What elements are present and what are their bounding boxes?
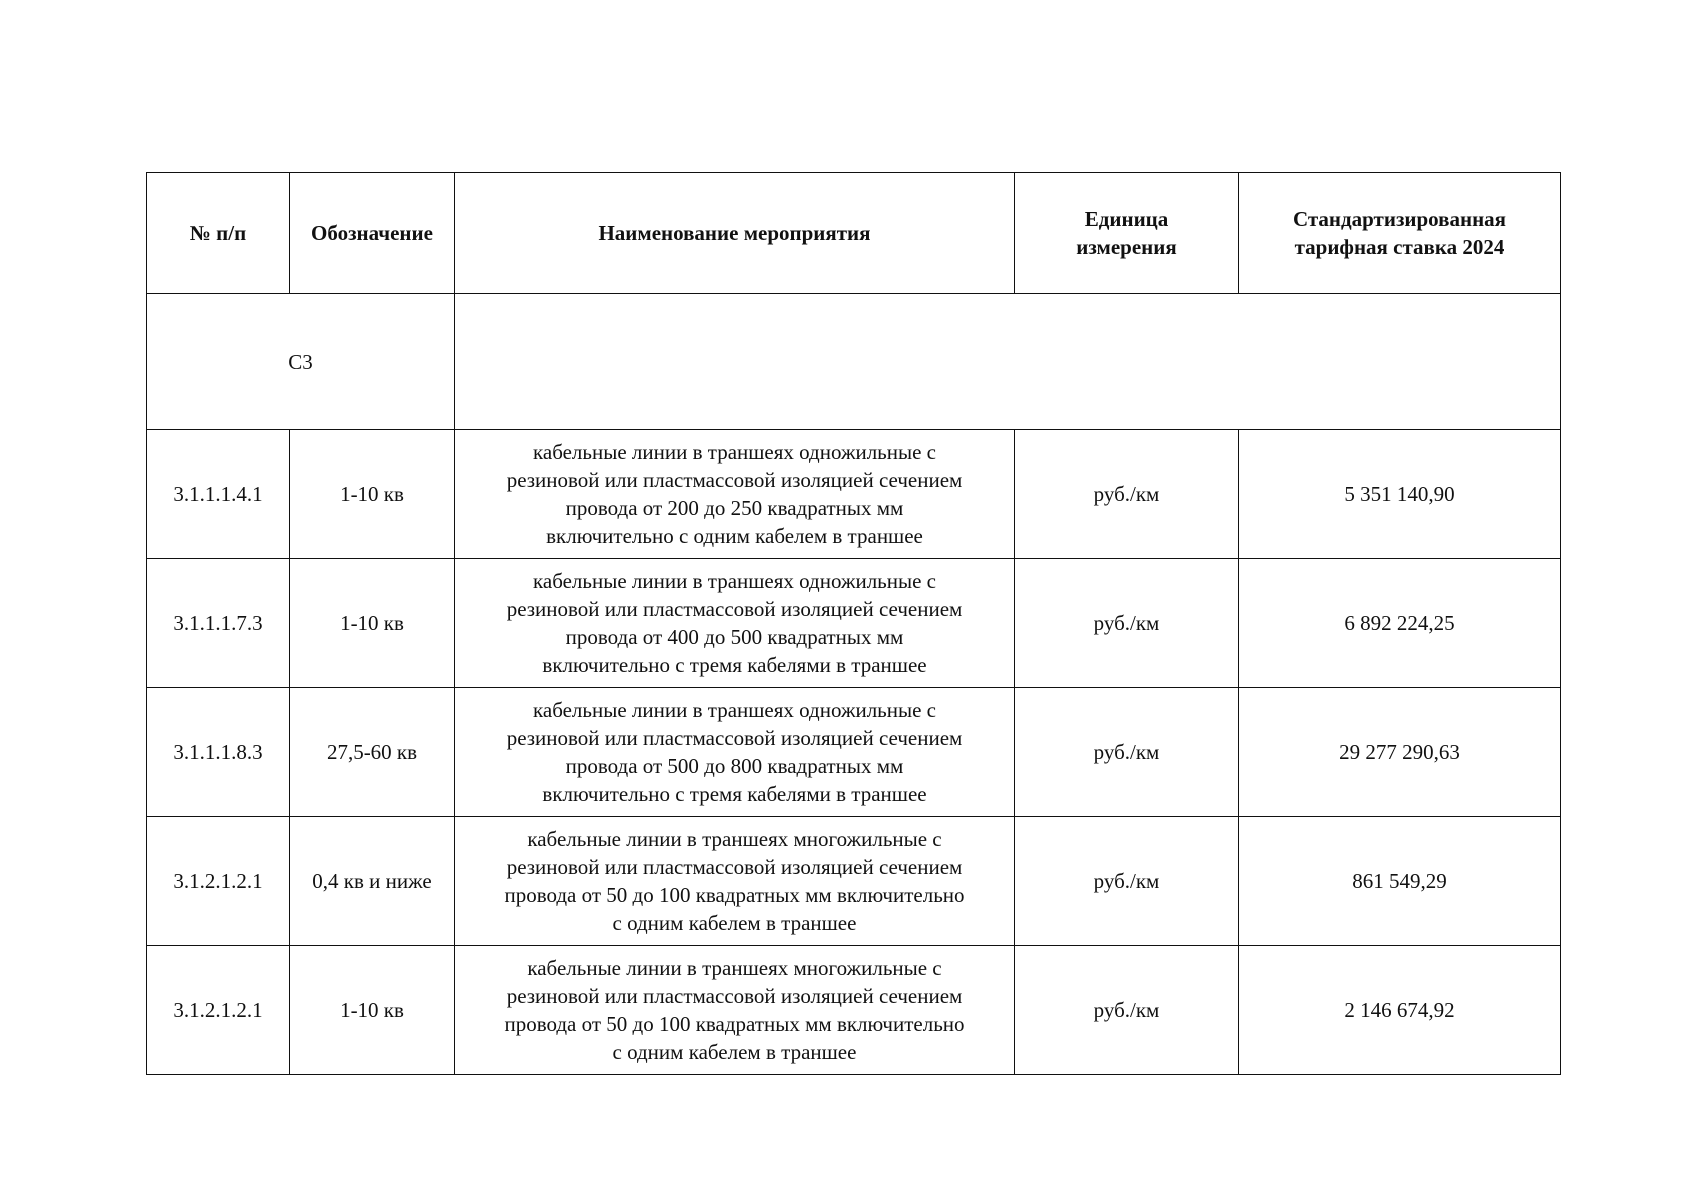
row-rate: 2 146 674,92 <box>1239 946 1561 1075</box>
row-name-line: резиновой или пластмассовой изоляцией сечением <box>506 726 963 750</box>
row-name-line: резиновой или пластмассовой изоляцией сечением <box>506 855 963 879</box>
row-name-line: провода от 500 до 800 квадратных мм <box>565 754 904 778</box>
section-description <box>455 294 1561 430</box>
row-unit: руб./км <box>1015 817 1239 946</box>
row-code: 1-10 кв <box>290 430 455 559</box>
tariff-table <box>146 172 1561 1075</box>
row-code: 27,5-60 кв <box>290 688 455 817</box>
row-name-line: провода от 50 до 100 квадратных мм включительно <box>504 883 965 907</box>
row-name-line: резиновой или пластмассовой изоляцией сечением <box>506 597 963 621</box>
row-name <box>455 946 1015 1075</box>
header-rate-line1: Стандартизированная <box>1292 207 1507 231</box>
row-name-line: с одним кабелем в траншее <box>612 1040 857 1064</box>
row-name-line: кабельные линии в траншеях одножильные с <box>533 440 936 464</box>
row-code: 1-10 кв <box>290 559 455 688</box>
row-code: 0,4 кв и ниже <box>290 817 455 946</box>
row-rate: 6 892 224,25 <box>1239 559 1561 688</box>
row-num: 3.1.1.1.7.3 <box>147 559 290 688</box>
row-name-line: включительно с тремя кабелями в траншее <box>542 782 927 806</box>
row-name <box>455 688 1015 817</box>
header-unit <box>1015 173 1239 294</box>
header-rate-line2: тарифная ставка 2024 <box>1294 235 1505 259</box>
row-name-line: кабельные линии в траншеях многожильные с <box>527 956 942 980</box>
row-num: 3.1.1.1.8.3 <box>147 688 290 817</box>
row-name-line: включительно с тремя кабелями в траншее <box>542 653 927 677</box>
table-row <box>147 688 1561 817</box>
header-code: Обозначение <box>290 173 455 294</box>
row-rate: 861 549,29 <box>1239 817 1561 946</box>
row-unit: руб./км <box>1015 559 1239 688</box>
header-num: № п/п <box>147 173 290 294</box>
row-num: 3.1.2.1.2.1 <box>147 946 290 1075</box>
row-name <box>455 817 1015 946</box>
row-num: 3.1.1.1.4.1 <box>147 430 290 559</box>
row-num: 3.1.2.1.2.1 <box>147 817 290 946</box>
table-row <box>147 430 1561 559</box>
row-name-line: кабельные линии в траншеях многожильные с <box>527 827 942 851</box>
row-unit: руб./км <box>1015 430 1239 559</box>
table-row <box>147 946 1561 1075</box>
row-name-line: включительно с одним кабелем в траншее <box>546 524 923 548</box>
row-unit: руб./км <box>1015 946 1239 1075</box>
row-name-line: кабельные линии в траншеях одножильные с <box>533 569 936 593</box>
section-label: С3 <box>147 294 455 430</box>
row-name-line: кабельные линии в траншеях одножильные с <box>533 698 936 722</box>
section-row <box>147 294 1561 430</box>
header-name: Наименование мероприятия <box>455 173 1015 294</box>
table-row <box>147 817 1561 946</box>
row-code: 1-10 кв <box>290 946 455 1075</box>
row-unit: руб./км <box>1015 688 1239 817</box>
row-name-line: с одним кабелем в траншее <box>612 911 857 935</box>
header-unit-line2: измерения <box>1076 235 1177 259</box>
row-name-line: провода от 50 до 100 квадратных мм включительно <box>504 1012 965 1036</box>
row-rate: 29 277 290,63 <box>1239 688 1561 817</box>
table-header-row <box>147 173 1561 294</box>
table-row <box>147 559 1561 688</box>
row-rate: 5 351 140,90 <box>1239 430 1561 559</box>
header-rate <box>1239 173 1561 294</box>
row-name-line: резиновой или пластмассовой изоляцией сечением <box>506 984 963 1008</box>
row-name <box>455 559 1015 688</box>
row-name-line: резиновой или пластмассовой изоляцией сечением <box>506 468 963 492</box>
row-name-line: провода от 400 до 500 квадратных мм <box>565 625 904 649</box>
header-unit-line1: Единица <box>1084 207 1169 231</box>
row-name-line: провода от 200 до 250 квадратных мм <box>565 496 904 520</box>
row-name <box>455 430 1015 559</box>
